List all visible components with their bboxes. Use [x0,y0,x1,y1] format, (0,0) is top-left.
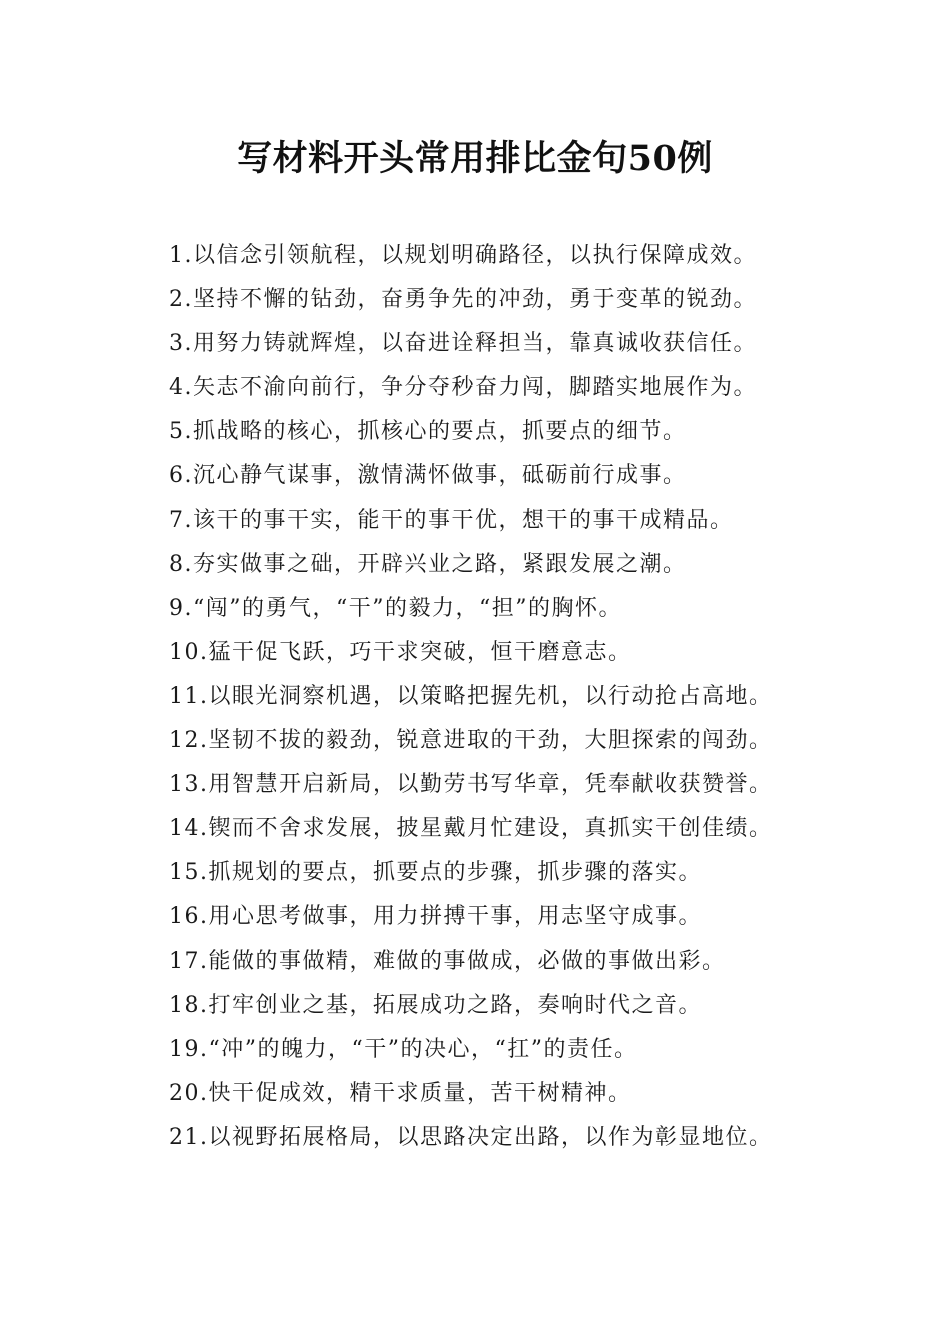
sentence-list [169,234,889,1160]
sentence-line: 2.坚持不懈的钻劲，奋勇争先的冲劲，勇于变革的锐劲。 [169,287,757,313]
sentence-line: 11.以眼光洞察机遇，以策略把握先机，以行动抢占高地。 [169,683,773,709]
sentence-line: 18.打牢创业之基，拓展成功之路，奏响时代之音。 [169,992,702,1018]
sentence-line: 19.“冲”的魄力，“干”的决心，“扛”的责任。 [169,1036,638,1062]
sentence-line: 8.夯实做事之础，开辟兴业之路，紧跟发展之潮。 [169,551,687,577]
sentence-line: 14.锲而不舍求发展，披星戴月忙建设，真抓实干创佳绩。 [169,816,773,842]
sentence-line: 5.抓战略的核心，抓核心的要点，抓要点的细节。 [169,419,687,445]
sentence-line: 20.快干促成效，精干求质量，苦干树精神。 [169,1080,632,1106]
sentence-line: 21.以视野拓展格局，以思路决定出路，以作为彰显地位。 [169,1124,773,1150]
sentence-line: 7.该干的事干实，能干的事干优，想干的事干成精品。 [169,507,734,533]
sentence-line: 12.坚韧不拔的毅劲，锐意进取的干劲，大胆探索的闯劲。 [169,728,773,754]
sentence-line: 3.用努力铸就辉煌，以奋进诠释担当，靠真诚收获信任。 [169,331,757,357]
sentence-line: 13.用智慧开启新局，以勤劳书写华章，凭奉献收获赞誉。 [169,772,773,798]
sentence-line: 16.用心思考做事，用力拼搏干事，用志坚守成事。 [169,904,702,930]
sentence-line: 10.猛干促飞跃，巧干求突破，恒干磨意志。 [169,639,632,665]
sentence-line: 17.能做的事做精，难做的事做成，必做的事做出彩。 [169,948,726,974]
sentence-line: 4.矢志不渝向前行，争分夺秒奋力闯，脚踏实地展作为。 [169,375,757,401]
sentence-line: 6.沉心静气谋事，激情满怀做事，砥砺前行成事。 [169,463,687,489]
sentence-line: 1.以信念引领航程，以规划明确路径，以执行保障成效。 [169,243,757,268]
sentence-line: 9.“闯”的勇气，“干”的毅力，“担”的胸怀。 [169,595,622,621]
sentence-line: 15.抓规划的要点，抓要点的步骤，抓步骤的落实。 [169,860,702,886]
document-title: 写材料开头常用排比金句50例 [237,138,713,179]
